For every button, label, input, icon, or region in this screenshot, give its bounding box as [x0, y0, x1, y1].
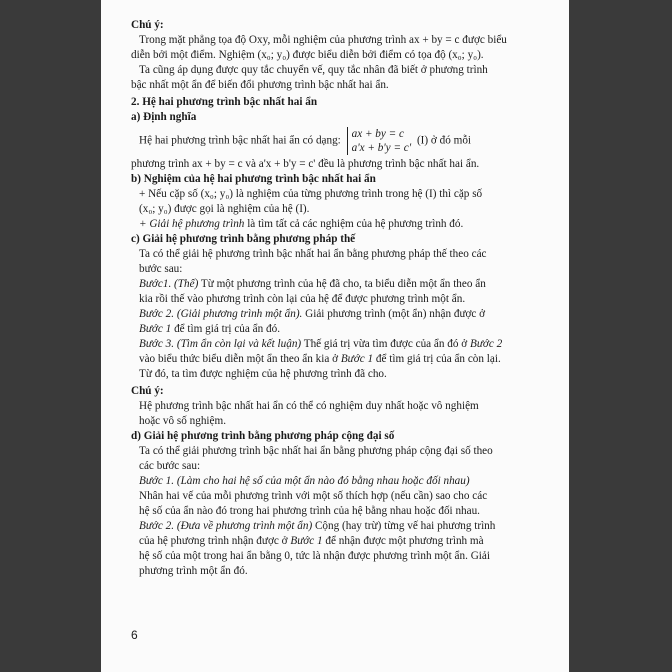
right-margin: [569, 0, 672, 672]
equation-system: [347, 127, 412, 155]
subsection-heading: c) Giải hệ phương trình bằng phương pháp thế: [131, 233, 356, 245]
text-line: các bước sau:: [139, 460, 201, 472]
text-line: Ta có thể giải hệ phương trình bậc nhất hai ẩn bằng phương pháp thế theo các: [139, 248, 487, 260]
note-heading: Chú ý:: [131, 19, 164, 31]
text-line: Hệ phương trình bậc nhất hai ẩn có thể có nghiệm duy nhất hoặc vô nghiệm: [139, 400, 479, 412]
document-page: [101, 0, 569, 672]
text-span: Thế giá trị vừa tìm được của ẩn đó ở: [301, 338, 470, 350]
note-heading: Chú ý:: [131, 385, 164, 397]
step-label: Bước 2. (Giải phương trình một ẩn).: [139, 308, 303, 320]
text-line: phương trình ax + by = c và a'x + b'y = c' đều là phương trình bậc nhất hai ẩn.: [131, 158, 480, 170]
text-span: Giải phương trình (một ẩn) nhận được ở: [302, 308, 486, 320]
text-line: hoặc vô số nghiệm.: [139, 415, 226, 427]
text-span: Từ một phương trình của hệ đã cho, ta biểu diễn một ẩn theo ẩn: [198, 278, 486, 290]
text-span: là tìm tất cả các nghiệm của hệ phương trình đó.: [244, 218, 464, 230]
text-line: diễn bởi một điểm. Nghiệm (x₀; y₀) được biểu diễn bởi điểm có tọa độ (x₀; y₀).: [131, 49, 484, 61]
subsection-heading: a) Định nghĩa: [131, 111, 197, 123]
step-label: Bước1. (Thế): [139, 278, 199, 290]
page-content: [131, 18, 551, 579]
text-line: Ta có thể giải phương trình bậc nhất hai ẩn bằng phương pháp cộng đại số theo: [139, 445, 493, 457]
text-line: [131, 322, 551, 337]
text-span: (I) ở đó mỗi: [416, 134, 472, 147]
text-span: Cộng (hay trừ) từng vế hai phương trình: [312, 520, 496, 532]
text-span: của hệ phương trình nhận được ở: [139, 535, 291, 547]
step-label: Bước 2. (Đưa về phương trình một ẩn): [139, 520, 313, 532]
text-line: + Nếu cặp số (x₀; y₀) là nghiệm của từng phương trình trong hệ (I) thì cặp số: [139, 188, 483, 200]
left-margin: [0, 0, 101, 672]
page-number: 6: [131, 628, 138, 642]
step-ref: Bước 2: [469, 338, 503, 350]
text-line: hệ số của ẩn nào đó trong hai phương trình của hệ bằng nhau hoặc đối nhau.: [139, 505, 480, 517]
text-line: [131, 352, 551, 367]
text-span: để tìm giá trị của ẩn còn lại.: [373, 353, 501, 365]
text-line: [131, 519, 551, 534]
text-line: Ta cũng áp dụng được quy tắc chuyển vế, quy tắc nhân đã biết ở phương trình: [139, 64, 488, 76]
subsection-heading: d) Giải hệ phương trình bằng phương pháp cộng đại số: [131, 430, 395, 442]
text-line: Nhân hai vế của mỗi phương trình với một số thích hợp (nếu cần) sao cho các: [139, 490, 488, 502]
text-span: để tìm giá trị của ẩn đó.: [171, 323, 280, 335]
text-line: phương trình một ẩn đó.: [139, 565, 248, 577]
step-ref: Bước 1: [139, 323, 172, 335]
text-line: hệ số của một trong hai ẩn bằng 0, tức là nhận được phương trình một ẩn. Giải: [139, 550, 490, 562]
step-ref: Bước 1: [340, 353, 374, 365]
text-line: [131, 217, 551, 232]
equation-2: a'x + b'y = c': [351, 142, 412, 154]
text-line: [131, 337, 551, 352]
system-definition-line: [131, 127, 551, 155]
text-line: [131, 277, 551, 292]
text-line: kia rồi thế vào phương trình còn lại của hệ để được phương trình một ẩn.: [139, 293, 466, 305]
text-line: (x₀; y₀) được gọi là nghiệm của hệ (I).: [139, 203, 310, 215]
text-span: để nhận được một phương trình mà: [322, 535, 484, 547]
text-line: Trong mặt phẳng tọa độ Oxy, mỗi nghiệm của phương trình ax + by = c được biểu: [139, 34, 507, 46]
step-label: Bước 3. (Tìm ẩn còn lại và kết luận): [139, 338, 302, 350]
text-line: [131, 534, 551, 549]
step-label: Bước 1. (Làm cho hai hệ số của một ẩn nào đó bằng nhau hoặc đối nhau): [139, 475, 470, 487]
text-span: vào biểu thức biểu diễn một ẩn theo ẩn kia ở: [139, 353, 341, 365]
text-span: Hệ hai phương trình bậc nhất hai ẩn có dạng:: [139, 134, 341, 147]
text-line: Từ đó, ta tìm được nghiệm của hệ phương trình đã cho.: [139, 368, 387, 380]
equation-1: ax + by = c: [351, 128, 404, 140]
text-line: bậc nhất một ẩn để biến đổi phương trình bậc nhất hai ẩn.: [131, 79, 389, 91]
step-ref: Bước 1: [290, 535, 323, 547]
italic-term: + Giải hệ phương trình: [139, 218, 245, 230]
subsection-heading: b) Nghiệm của hệ hai phương trình bậc nhất hai ẩn: [131, 173, 376, 185]
text-line: [131, 307, 551, 322]
text-line: bước sau:: [139, 263, 183, 275]
section-heading: 2. Hệ hai phương trình bậc nhất hai ẩn: [131, 96, 318, 108]
